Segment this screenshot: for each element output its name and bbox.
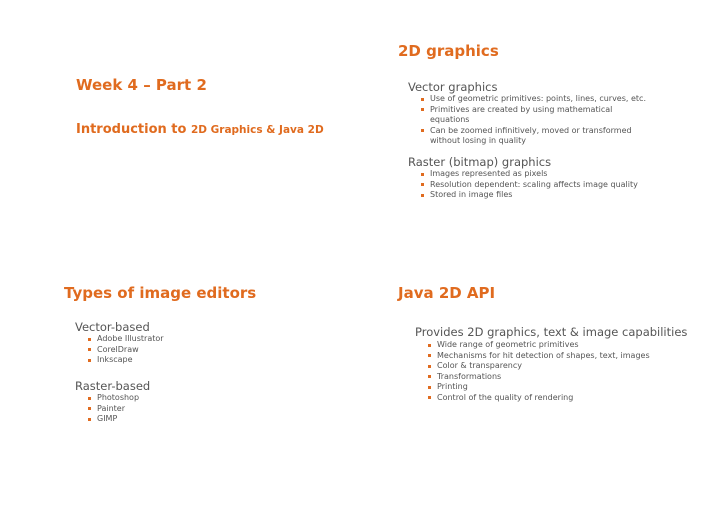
list-item: Control of the quality of rendering (427, 393, 707, 404)
list-item: Primitives are created by using mathematical equations (420, 105, 635, 126)
list-item: Can be zoomed infinitively, moved or transformed without losing in quality (420, 126, 645, 147)
list-item: Photoshop (87, 393, 287, 404)
vector-based-heading: Vector-based (75, 320, 150, 334)
list-item: Inkscape (87, 355, 287, 366)
raster-based-heading: Raster-based (75, 379, 151, 393)
list-item: Use of geometric primitives: points, lines, curves, etc. (420, 94, 680, 105)
slide-2 (360, 0, 720, 254)
slide-3-title: Types of image editors (64, 284, 257, 302)
vector-graphics-heading: Vector graphics (408, 80, 498, 94)
raster-based-list (87, 393, 287, 425)
list-item: Wide range of geometric primitives (427, 340, 707, 351)
java2d-list (427, 340, 707, 403)
slide-4-title: Java 2D API (398, 284, 496, 302)
list-item: Printing (427, 382, 707, 393)
list-item: Transformations (427, 372, 707, 383)
vector-based-list (87, 334, 287, 366)
slide-4 (360, 255, 720, 509)
list-item: Resolution dependent: scaling affects image quality (420, 180, 680, 191)
list-item: GIMP (87, 414, 287, 425)
raster-graphics-list (420, 169, 680, 201)
list-item: Mechanisms for hit detection of shapes, text, images (427, 351, 707, 362)
raster-graphics-heading: Raster (bitmap) graphics (408, 155, 552, 169)
slide-1-subtitle (76, 122, 324, 137)
java2d-heading: Provides 2D graphics, text & image capabilities (415, 325, 688, 339)
list-item: Painter (87, 404, 287, 415)
list-item: Adobe Illustrator (87, 334, 287, 345)
slide-1-subtitle-suffix: 2D Graphics & Java 2D (190, 124, 324, 136)
slide-2-title: 2D graphics (398, 42, 499, 60)
slide-1-subtitle-prefix: Introduction to (76, 122, 191, 137)
list-item: Color & transparency (427, 361, 707, 372)
list-item: CorelDraw (87, 345, 287, 356)
list-item: Stored in image files (420, 190, 680, 201)
slide-3 (0, 255, 360, 509)
slide-1-title: Week 4 – Part 2 (76, 76, 207, 94)
slide-1 (0, 0, 360, 254)
list-item: Images represented as pixels (420, 169, 680, 180)
vector-graphics-list (420, 94, 680, 147)
